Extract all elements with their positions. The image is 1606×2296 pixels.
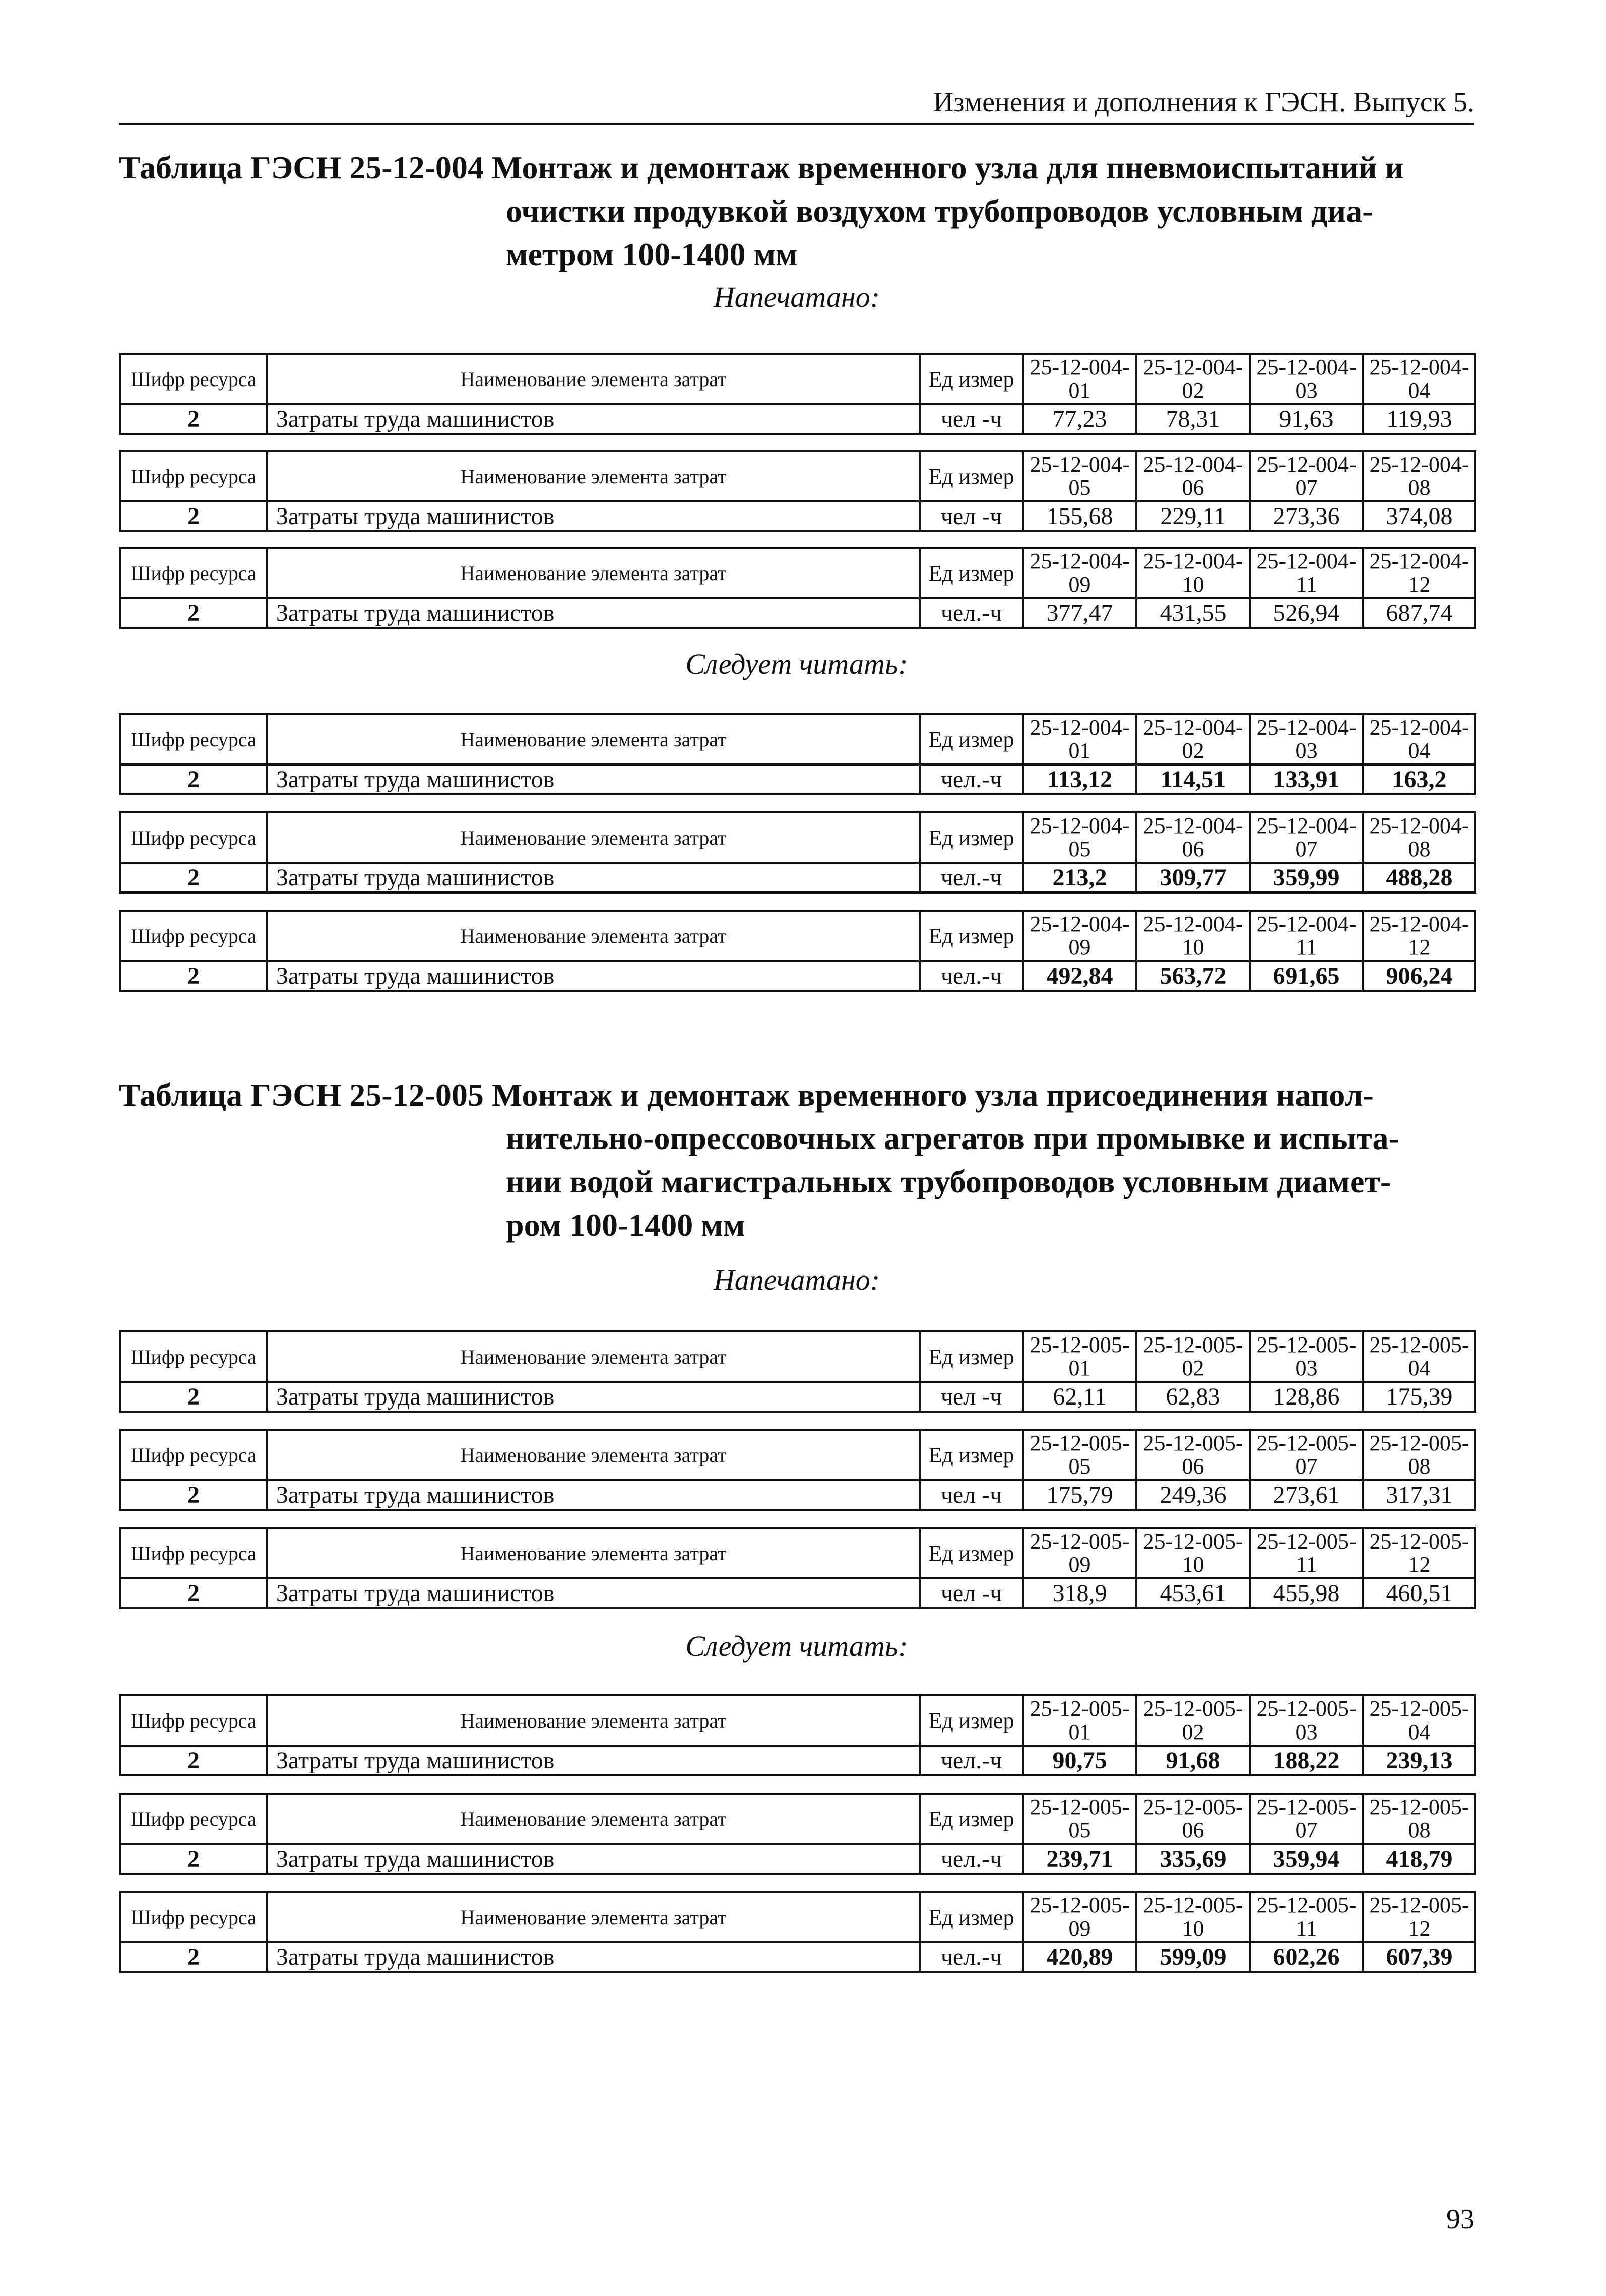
header-resource-code: Шифр ресурса bbox=[120, 1331, 267, 1382]
value-cell: 335,69 bbox=[1136, 1844, 1250, 1874]
header-unit: Ед измер bbox=[920, 1528, 1023, 1578]
header-resource-code: Шифр ресурса bbox=[120, 714, 267, 764]
header-unit: Ед измер bbox=[920, 911, 1023, 961]
value-cell: 114,51 bbox=[1136, 764, 1250, 794]
table-header-row bbox=[120, 812, 1475, 863]
table-row bbox=[120, 961, 1475, 991]
header-resource-code: Шифр ресурса bbox=[120, 812, 267, 863]
value-cell: 128,86 bbox=[1250, 1382, 1363, 1412]
value-cell: 318,9 bbox=[1023, 1578, 1136, 1608]
resource-table bbox=[119, 1891, 1476, 1973]
unit-cell: чел.-ч bbox=[920, 863, 1023, 892]
value-cell: 488,28 bbox=[1363, 863, 1475, 892]
value-cell: 90,75 bbox=[1023, 1746, 1136, 1775]
table-row bbox=[120, 1480, 1475, 1510]
unit-cell: чел -ч bbox=[920, 1480, 1023, 1510]
table-header-row bbox=[120, 714, 1475, 764]
header-cost-element: Наименование элемента затрат bbox=[267, 911, 920, 961]
header-resource-code: Шифр ресурса bbox=[120, 548, 267, 598]
resource-table bbox=[119, 450, 1476, 532]
value-cell: 599,09 bbox=[1136, 1942, 1250, 1972]
resource-code-cell: 2 bbox=[120, 1844, 267, 1874]
value-cell: 687,74 bbox=[1363, 598, 1475, 628]
norm-code-header: 25-12-005-12 bbox=[1363, 1528, 1475, 1578]
header-cost-element: Наименование элемента затрат bbox=[267, 812, 920, 863]
value-cell: 526,94 bbox=[1250, 598, 1363, 628]
header-cost-element: Наименование элемента затрат bbox=[267, 1331, 920, 1382]
resource-table bbox=[119, 811, 1476, 894]
value-cell: 359,99 bbox=[1250, 863, 1363, 892]
cost-element-cell: Затраты труда машинистов bbox=[267, 1844, 920, 1874]
table-header-row bbox=[120, 911, 1475, 961]
unit-cell: чел -ч bbox=[920, 404, 1023, 434]
header-unit: Ед измер bbox=[920, 1331, 1023, 1382]
value-cell: 691,65 bbox=[1250, 961, 1363, 991]
table-row bbox=[120, 1942, 1475, 1972]
table-row bbox=[120, 1746, 1475, 1775]
cost-element-cell: Затраты труда машинистов bbox=[267, 1382, 920, 1412]
value-cell: 273,36 bbox=[1250, 501, 1363, 531]
table-title bbox=[119, 146, 1474, 276]
cost-element-cell: Затраты труда машинистов bbox=[267, 1578, 920, 1608]
norm-code-header: 25-12-005-05 bbox=[1023, 1794, 1136, 1844]
value-cell: 62,83 bbox=[1136, 1382, 1250, 1412]
norm-code-header: 25-12-004-10 bbox=[1136, 911, 1250, 961]
resource-code-cell: 2 bbox=[120, 1578, 267, 1608]
value-cell: 133,91 bbox=[1250, 764, 1363, 794]
resource-table bbox=[119, 910, 1476, 992]
value-cell: 563,72 bbox=[1136, 961, 1250, 991]
norm-code-header: 25-12-004-10 bbox=[1136, 548, 1250, 598]
table-row bbox=[120, 764, 1475, 794]
norm-code-header: 25-12-005-06 bbox=[1136, 1430, 1250, 1480]
resource-table bbox=[119, 547, 1476, 629]
value-cell: 359,94 bbox=[1250, 1844, 1363, 1874]
unit-cell: чел.-ч bbox=[920, 598, 1023, 628]
resource-table bbox=[119, 1429, 1476, 1511]
norm-code-header: 25-12-004-07 bbox=[1250, 812, 1363, 863]
resource-code-cell: 2 bbox=[120, 404, 267, 434]
unit-cell: чел.-ч bbox=[920, 1844, 1023, 1874]
norm-code-header: 25-12-005-08 bbox=[1363, 1794, 1475, 1844]
resource-table bbox=[119, 1793, 1476, 1875]
header-resource-code: Шифр ресурса bbox=[120, 354, 267, 404]
norm-code-header: 25-12-004-04 bbox=[1363, 714, 1475, 764]
unit-cell: чел.-ч bbox=[920, 1746, 1023, 1775]
value-cell: 239,71 bbox=[1023, 1844, 1136, 1874]
norm-code-header: 25-12-005-10 bbox=[1136, 1528, 1250, 1578]
norm-code-header: 25-12-005-03 bbox=[1250, 1331, 1363, 1382]
table-title-continuation: очистки продувкой воздухом трубопроводов условным диа- bbox=[506, 193, 1373, 229]
header-unit: Ед измер bbox=[920, 1695, 1023, 1746]
header-unit: Ед измер bbox=[920, 354, 1023, 404]
table-title-continuation: нии водой магистральных трубопроводов условным диамет- bbox=[506, 1164, 1391, 1199]
norm-code-header: 25-12-005-05 bbox=[1023, 1430, 1136, 1480]
table-title-lead: Таблица ГЭСН 25-12-004 Монтаж и демонтаж временного узла для пневмоиспытаний и bbox=[119, 150, 1404, 185]
table-title-lead: Таблица ГЭСН 25-12-005 Монтаж и демонтаж временного узла присоединения напол- bbox=[119, 1077, 1374, 1113]
header-resource-code: Шифр ресурса bbox=[120, 451, 267, 501]
header-resource-code: Шифр ресурса bbox=[120, 1528, 267, 1578]
table-title-continuation: метром 100-1400 мм bbox=[506, 236, 798, 272]
header-unit: Ед измер bbox=[920, 548, 1023, 598]
cost-element-cell: Затраты труда машинистов bbox=[267, 1746, 920, 1775]
correct-caption: Следует читать: bbox=[685, 648, 908, 680]
resource-table bbox=[119, 1330, 1476, 1413]
table-header-row bbox=[120, 1528, 1475, 1578]
norm-code-header: 25-12-004-05 bbox=[1023, 451, 1136, 501]
norm-code-header: 25-12-004-03 bbox=[1250, 354, 1363, 404]
norm-code-header: 25-12-005-11 bbox=[1250, 1528, 1363, 1578]
header-resource-code: Шифр ресурса bbox=[120, 1695, 267, 1746]
value-cell: 249,36 bbox=[1136, 1480, 1250, 1510]
cost-element-cell: Затраты труда машинистов bbox=[267, 1480, 920, 1510]
resource-code-cell: 2 bbox=[120, 1382, 267, 1412]
value-cell: 62,11 bbox=[1023, 1382, 1136, 1412]
norm-code-header: 25-12-005-01 bbox=[1023, 1695, 1136, 1746]
resource-code-cell: 2 bbox=[120, 598, 267, 628]
value-cell: 78,31 bbox=[1136, 404, 1250, 434]
norm-code-header: 25-12-004-08 bbox=[1363, 451, 1475, 501]
unit-cell: чел -ч bbox=[920, 501, 1023, 531]
unit-cell: чел -ч bbox=[920, 1382, 1023, 1412]
value-cell: 906,24 bbox=[1363, 961, 1475, 991]
norm-code-header: 25-12-004-04 bbox=[1363, 354, 1475, 404]
correct-caption: Следует читать: bbox=[685, 1630, 908, 1663]
value-cell: 119,93 bbox=[1363, 404, 1475, 434]
table-header-row bbox=[120, 1892, 1475, 1942]
header-unit: Ед измер bbox=[920, 1794, 1023, 1844]
value-cell: 155,68 bbox=[1023, 501, 1136, 531]
header-cost-element: Наименование элемента затрат bbox=[267, 451, 920, 501]
value-cell: 91,68 bbox=[1136, 1746, 1250, 1775]
header-resource-code: Шифр ресурса bbox=[120, 1430, 267, 1480]
value-cell: 602,26 bbox=[1250, 1942, 1363, 1972]
norm-code-header: 25-12-005-04 bbox=[1363, 1695, 1475, 1746]
table-header-row bbox=[120, 548, 1475, 598]
header-resource-code: Шифр ресурса bbox=[120, 1794, 267, 1844]
header-unit: Ед измер bbox=[920, 451, 1023, 501]
norm-code-header: 25-12-004-02 bbox=[1136, 714, 1250, 764]
norm-code-header: 25-12-004-09 bbox=[1023, 548, 1136, 598]
table-header-row bbox=[120, 1794, 1475, 1844]
norm-code-header: 25-12-004-11 bbox=[1250, 548, 1363, 598]
resource-code-cell: 2 bbox=[120, 1942, 267, 1972]
table-row bbox=[120, 1382, 1475, 1412]
value-cell: 213,2 bbox=[1023, 863, 1136, 892]
resource-code-cell: 2 bbox=[120, 863, 267, 892]
norm-code-header: 25-12-005-02 bbox=[1136, 1331, 1250, 1382]
norm-code-header: 25-12-005-09 bbox=[1023, 1528, 1136, 1578]
norm-code-header: 25-12-004-02 bbox=[1136, 354, 1250, 404]
norm-code-header: 25-12-005-12 bbox=[1363, 1892, 1475, 1942]
norm-code-header: 25-12-005-09 bbox=[1023, 1892, 1136, 1942]
header-cost-element: Наименование элемента затрат bbox=[267, 354, 920, 404]
unit-cell: чел.-ч bbox=[920, 1942, 1023, 1972]
cost-element-cell: Затраты труда машинистов bbox=[267, 404, 920, 434]
norm-code-header: 25-12-004-05 bbox=[1023, 812, 1136, 863]
value-cell: 77,23 bbox=[1023, 404, 1136, 434]
cost-element-cell: Затраты труда машинистов bbox=[267, 501, 920, 531]
unit-cell: чел.-ч bbox=[920, 961, 1023, 991]
norm-code-header: 25-12-005-03 bbox=[1250, 1695, 1363, 1746]
table-row bbox=[120, 598, 1475, 628]
norm-code-header: 25-12-004-11 bbox=[1250, 911, 1363, 961]
table-header-row bbox=[120, 451, 1475, 501]
cost-element-cell: Затраты труда машинистов bbox=[267, 863, 920, 892]
value-cell: 175,39 bbox=[1363, 1382, 1475, 1412]
unit-cell: чел -ч bbox=[920, 1578, 1023, 1608]
table-row bbox=[120, 863, 1475, 892]
cost-element-cell: Затраты труда машинистов bbox=[267, 1942, 920, 1972]
table-title-continuation: ром 100-1400 мм bbox=[506, 1207, 745, 1243]
header-cost-element: Наименование элемента затрат bbox=[267, 1695, 920, 1746]
resource-code-cell: 2 bbox=[120, 764, 267, 794]
header-unit: Ед измер bbox=[920, 1892, 1023, 1942]
header-cost-element: Наименование элемента затрат bbox=[267, 714, 920, 764]
table-row bbox=[120, 404, 1475, 434]
value-cell: 377,47 bbox=[1023, 598, 1136, 628]
resource-code-cell: 2 bbox=[120, 961, 267, 991]
table-title bbox=[119, 1073, 1474, 1247]
value-cell: 273,61 bbox=[1250, 1480, 1363, 1510]
norm-code-header: 25-12-004-06 bbox=[1136, 812, 1250, 863]
norm-code-header: 25-12-004-03 bbox=[1250, 714, 1363, 764]
header-cost-element: Наименование элемента затрат bbox=[267, 1528, 920, 1578]
table-header-row bbox=[120, 1331, 1475, 1382]
resource-code-cell: 2 bbox=[120, 1746, 267, 1775]
value-cell: 309,77 bbox=[1136, 863, 1250, 892]
resource-table bbox=[119, 1527, 1476, 1609]
norm-code-header: 25-12-004-07 bbox=[1250, 451, 1363, 501]
value-cell: 431,55 bbox=[1136, 598, 1250, 628]
value-cell: 460,51 bbox=[1363, 1578, 1475, 1608]
resource-code-cell: 2 bbox=[120, 501, 267, 531]
norm-code-header: 25-12-005-07 bbox=[1250, 1794, 1363, 1844]
value-cell: 492,84 bbox=[1023, 961, 1136, 991]
printed-caption: Напечатано: bbox=[713, 281, 880, 313]
header-unit: Ед измер bbox=[920, 714, 1023, 764]
norm-code-header: 25-12-005-04 bbox=[1363, 1331, 1475, 1382]
norm-code-header: 25-12-004-12 bbox=[1363, 548, 1475, 598]
norm-code-header: 25-12-004-09 bbox=[1023, 911, 1136, 961]
value-cell: 317,31 bbox=[1363, 1480, 1475, 1510]
printed-caption: Напечатано: bbox=[713, 1263, 880, 1296]
resource-code-cell: 2 bbox=[120, 1480, 267, 1510]
running-header: Изменения и дополнения к ГЭСН. Выпуск 5. bbox=[119, 85, 1474, 125]
header-cost-element: Наименование элемента затрат bbox=[267, 1794, 920, 1844]
norm-code-header: 25-12-004-01 bbox=[1023, 714, 1136, 764]
resource-table bbox=[119, 713, 1476, 795]
norm-code-header: 25-12-004-12 bbox=[1363, 911, 1475, 961]
table-header-row bbox=[120, 1430, 1475, 1480]
header-unit: Ед измер bbox=[920, 1430, 1023, 1480]
header-cost-element: Наименование элемента затрат bbox=[267, 1892, 920, 1942]
value-cell: 607,39 bbox=[1363, 1942, 1475, 1972]
norm-code-header: 25-12-004-01 bbox=[1023, 354, 1136, 404]
value-cell: 239,13 bbox=[1363, 1746, 1475, 1775]
table-header-row bbox=[120, 1695, 1475, 1746]
norm-code-header: 25-12-005-06 bbox=[1136, 1794, 1250, 1844]
value-cell: 420,89 bbox=[1023, 1942, 1136, 1972]
norm-code-header: 25-12-004-06 bbox=[1136, 451, 1250, 501]
resource-table bbox=[119, 353, 1476, 435]
value-cell: 163,2 bbox=[1363, 764, 1475, 794]
norm-code-header: 25-12-005-01 bbox=[1023, 1331, 1136, 1382]
value-cell: 188,22 bbox=[1250, 1746, 1363, 1775]
table-row bbox=[120, 501, 1475, 531]
value-cell: 418,79 bbox=[1363, 1844, 1475, 1874]
cost-element-cell: Затраты труда машинистов bbox=[267, 598, 920, 628]
resource-table bbox=[119, 1694, 1476, 1776]
value-cell: 91,63 bbox=[1250, 404, 1363, 434]
value-cell: 453,61 bbox=[1136, 1578, 1250, 1608]
unit-cell: чел.-ч bbox=[920, 764, 1023, 794]
header-resource-code: Шифр ресурса bbox=[120, 911, 267, 961]
norm-code-header: 25-12-005-11 bbox=[1250, 1892, 1363, 1942]
header-resource-code: Шифр ресурса bbox=[120, 1892, 267, 1942]
header-cost-element: Наименование элемента затрат bbox=[267, 548, 920, 598]
norm-code-header: 25-12-005-08 bbox=[1363, 1430, 1475, 1480]
value-cell: 374,08 bbox=[1363, 501, 1475, 531]
page-number: 93 bbox=[1446, 2204, 1474, 2235]
value-cell: 455,98 bbox=[1250, 1578, 1363, 1608]
norm-code-header: 25-12-005-10 bbox=[1136, 1892, 1250, 1942]
header-cost-element: Наименование элемента затрат bbox=[267, 1430, 920, 1480]
table-header-row bbox=[120, 354, 1475, 404]
norm-code-header: 25-12-004-08 bbox=[1363, 812, 1475, 863]
norm-code-header: 25-12-005-02 bbox=[1136, 1695, 1250, 1746]
norm-code-header: 25-12-005-07 bbox=[1250, 1430, 1363, 1480]
value-cell: 229,11 bbox=[1136, 501, 1250, 531]
table-row bbox=[120, 1844, 1475, 1874]
table-title-continuation: нительно-опрессовочных агрегатов при промывке и испыта- bbox=[506, 1120, 1399, 1156]
header-unit: Ед измер bbox=[920, 812, 1023, 863]
cost-element-cell: Затраты труда машинистов bbox=[267, 961, 920, 991]
cost-element-cell: Затраты труда машинистов bbox=[267, 764, 920, 794]
value-cell: 175,79 bbox=[1023, 1480, 1136, 1510]
table-row bbox=[120, 1578, 1475, 1608]
value-cell: 113,12 bbox=[1023, 764, 1136, 794]
